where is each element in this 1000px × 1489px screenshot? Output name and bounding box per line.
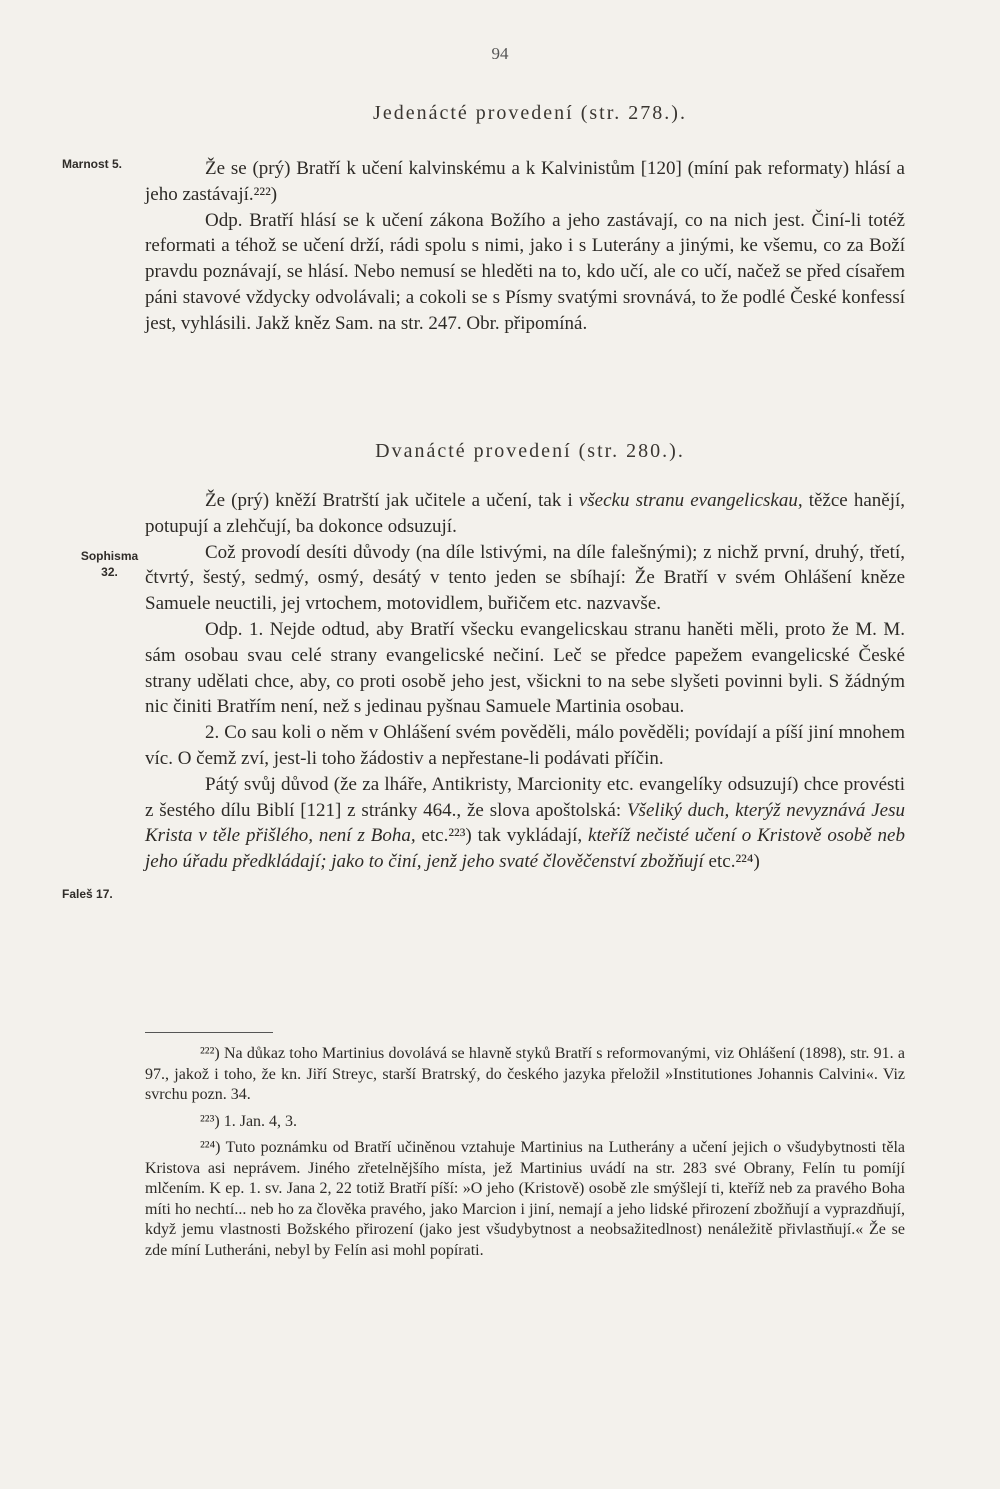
footnote: ²²³) 1. Jan. 4, 3. [200, 1112, 298, 1130]
italic-text: Všeliký duch, kterýž nevyznává Jesu Krista v těle přišlého, není z Boha, [145, 799, 906, 847]
paragraph [145, 488, 905, 540]
section-11-body [145, 156, 905, 337]
paragraph: Odp. Bratří hlásí se k učení zákona Božího a jeho zastávají, co na nich jest. Činí-li totéž reformati a téhož se učení drží, rádi spolu s nimi, jako i s Luterány a jinými, ke všemu, co za Boží pravdu poznávají, se hlásí. Nebo nemusí se hleděti na to, kdo učí, ale co učí, načež se před císařem páni stavové vždycky odvolávali; a cokoli se s Písmy svatými srovnává, to že podlé České konfessí jest, vyhlásili. Jakž kněz Sam. na str. 247. Obr. připomíná. [145, 209, 905, 334]
footnote: ²²²) Na důkaz toho Martinius dovolává se hlavně styků Bratří s reformovanými, viz Ohlášení (1898), str. 91. a 97., jakož i toho, že kn. Jiří Streyc, starší Bratrský, do českého jazyka přeložil »Institutiones Johannis Calvini«. Viz svrchu pozn. 34. [145, 1045, 905, 1103]
italic-text: všecku stranu evangelicskau, [578, 490, 803, 511]
paragraph: Odp. 1. Nejde odtud, aby Bratří všecku evangelicskau stranu haněti měli, proto že M. M. sám osobau svau celé strany evangelicské nečiní. Leč se předce papežem evangelicské České strany udělati chce, aby, co proti osobě jeho jest, všickni to na sebe slyšeti povinni byli. S žádným nic činiti Bratřím není, než s jedinau pyšnau Samuele Martinia osobau. [145, 618, 905, 718]
text-run: etc.²²³) tak vykládají, [415, 825, 589, 847]
page-number: 94 [491, 44, 509, 63]
paragraph: Což provodí desíti důvody (na díle lstivými, na díle falešnými); z nichž první, druhý, třetí, čtvrtý, šestý, sedmý, osmý, desátý v tento jeden se sbíhají: Že Bratří v svém Ohlášení kněze Samuele neuctili, jej vrtochem, motovidlem, buřičem etc. nazvavše. [145, 541, 905, 615]
margin-note-fales: Faleš 17. [62, 887, 113, 901]
margin-note-marnost: Marnost 5. [62, 157, 123, 171]
paragraph: 2. Co sau koli o něm v Ohlášení svém pověděli, málo pověděli; povídají a píší jiní mnohem víc. O čemž zví, jest-li toho žádostiv a nepřestane-li podávati příčin. [145, 722, 905, 769]
paragraph: Že se (prý) Bratří k učení kalvinskému a k Kalvinistům [120] (míní pak reformaty) hlásí a jeho zastávají.²²²) [145, 158, 905, 205]
text-run: Pátý svůj důvod (že za lháře, Antikristy, Marcionity etc. evangelíky odsuzují) chce provésti z šestého dílu Biblí [121] z stránky 464., že slova apoštolská: [145, 773, 905, 821]
section-heading-11: Jedenácté provedení (str. 278.). [373, 102, 687, 124]
section-12-body [145, 488, 905, 875]
text-run: těžce hanějí, potupují a zlehčují, ba dokonce odsuzují. [145, 490, 905, 537]
italic-text: kteříž nečisté učení o Kristově osobě neb jeho úřadu předkládají; jako to činí, jenž jeho svaté člověčenství zbožňují [145, 825, 905, 873]
text-run: Že (prý) kněží Bratrští jak učitele a učení, tak i [205, 490, 579, 511]
footnote-divider [145, 1032, 273, 1033]
section-heading-12: Dvanácté provedení (str. 280.). [375, 440, 685, 462]
footnotes [145, 1044, 905, 1261]
text-run: etc.²²⁴) [703, 851, 760, 873]
margin-note-sophisma [62, 548, 157, 580]
margin-note-sophisma-number: 32. [101, 565, 118, 579]
footnote: ²²⁴) Tuto poznámku od Bratří učiněnou vztahuje Martinius na Lutherány a učení jejich o všudybytnosti těla Kristova asi neprávem. Jiného zřetelnějšího místa, jež Martinius uvádí na str. 283 své Obrany, Felín tu pomíjí mlčením. K ep. 1. sv. Jana 2, 22 totiž Bratří píší: »O jeho (Kristově) osobě zle smýšlejí ti, kteříž neb za pravého Boha míti ho nechtí... neb ho za člověka pravého, jako Marcion i jiní, nemají a jeho lidské přirození zbožňují a vyprazdňují, když jemu vlastnosti Božského přirození (jako jest všudybytnost a neobsažitedlnost) nenáležitě přivlastňují.« Že se zde míní Lutheráni, nebyl by Felín asi mohl popírati. [145, 1139, 905, 1259]
margin-note-sophisma-label: Sophisma [80, 549, 139, 563]
paragraph [145, 772, 905, 875]
